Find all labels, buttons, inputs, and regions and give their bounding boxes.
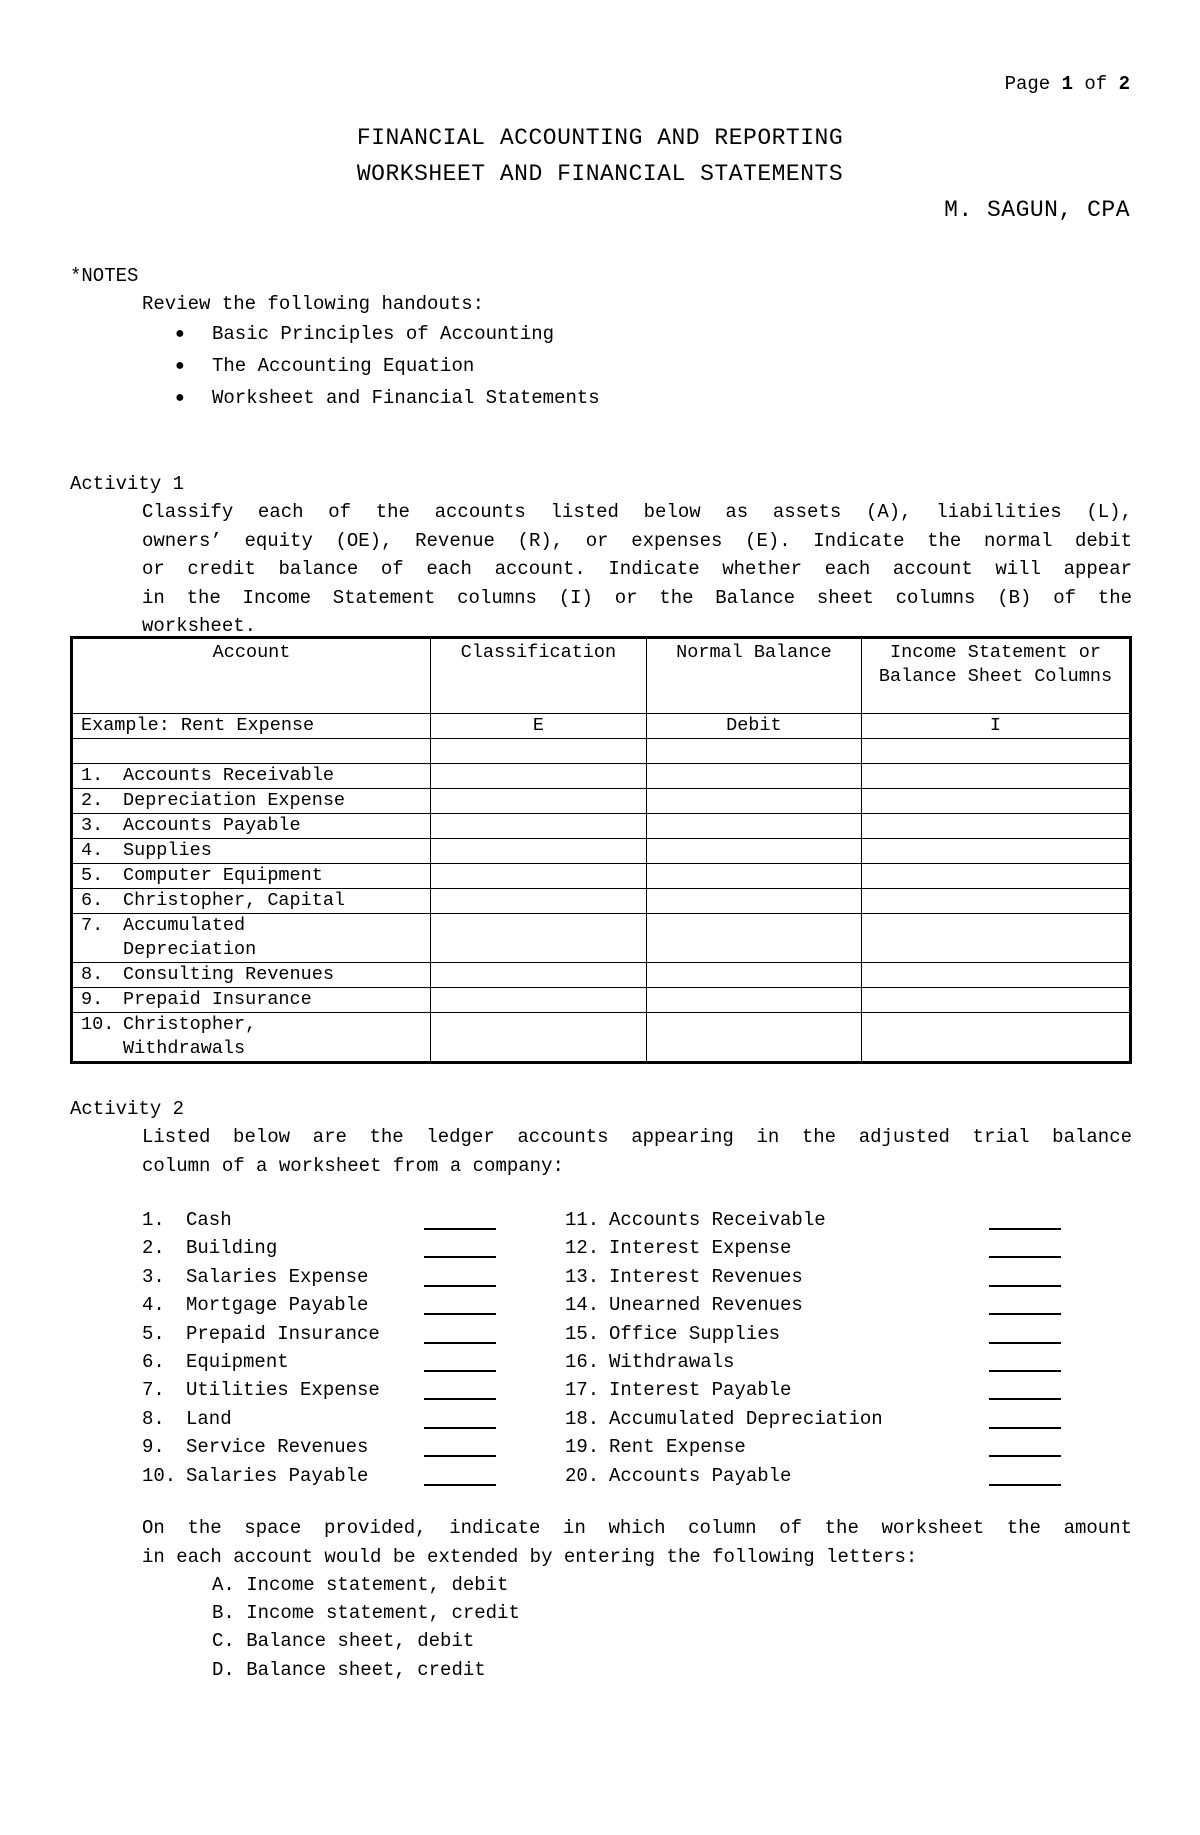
- activity2-instructions: [142, 1123, 1132, 1180]
- account-name: Interest Revenues: [609, 1265, 803, 1288]
- answer-blank[interactable]: [989, 1228, 1061, 1230]
- answer-blank[interactable]: [424, 1427, 496, 1429]
- spacer-row: [72, 739, 1131, 764]
- account-name: Prepaid Insurance: [186, 1322, 380, 1345]
- row-number: 8.: [81, 964, 104, 985]
- letter-options: [212, 1571, 520, 1684]
- row-number: 7.: [81, 915, 104, 936]
- handout-item: [142, 318, 600, 350]
- list-item: [565, 1376, 883, 1404]
- list-item: [565, 1348, 883, 1376]
- answer-blank[interactable]: [424, 1313, 496, 1315]
- list-item: [142, 1348, 380, 1376]
- document-title-line1: FINANCIAL ACCOUNTING AND REPORTING: [356, 125, 844, 151]
- item-number: 9.: [142, 1436, 165, 1459]
- normal-balance-input[interactable]: [646, 789, 861, 814]
- answer-blank[interactable]: [989, 1398, 1061, 1400]
- answer-blank[interactable]: [989, 1256, 1061, 1258]
- classification-table: [70, 636, 1132, 1064]
- normal-balance-input[interactable]: [646, 988, 861, 1013]
- table-row: [72, 889, 1131, 914]
- list-item: [142, 1206, 380, 1234]
- instruction-line: Listed below are the ledger accounts appearing in the adjusted trial balance: [142, 1126, 1132, 1148]
- columns-input[interactable]: [861, 1013, 1130, 1063]
- example-classification: E: [431, 714, 647, 739]
- answer-blank[interactable]: [424, 1370, 496, 1372]
- header-account: Account: [72, 638, 431, 714]
- table-row: [72, 789, 1131, 814]
- list-item: [565, 1462, 883, 1490]
- answer-blank[interactable]: [989, 1427, 1061, 1429]
- table-header-row: [72, 638, 1131, 714]
- account-name: Cash: [186, 1209, 232, 1231]
- columns-input[interactable]: [861, 864, 1130, 889]
- instruction-line: Classify each of the accounts listed below as assets (A), liabilities (L),: [142, 501, 1132, 523]
- bullet-icon: ●: [175, 389, 185, 407]
- page-number-total: 2: [1118, 73, 1130, 95]
- answer-blank[interactable]: [424, 1455, 496, 1457]
- list-item: [142, 1263, 380, 1291]
- answer-blank[interactable]: [989, 1313, 1061, 1315]
- classification-input[interactable]: [431, 889, 647, 914]
- example-row: [72, 714, 1131, 739]
- table-row: [72, 764, 1131, 789]
- account-name: Supplies: [123, 840, 212, 861]
- account-cell: [72, 764, 431, 789]
- row-number: 5.: [81, 865, 104, 886]
- table-row: [72, 988, 1131, 1013]
- account-name: Withdrawals: [609, 1350, 735, 1373]
- answer-blank[interactable]: [424, 1285, 496, 1287]
- item-number: 5.: [142, 1322, 165, 1345]
- answer-blank[interactable]: [989, 1484, 1061, 1486]
- account-cell: [72, 1013, 431, 1063]
- page-number-prefix: Page: [1004, 73, 1062, 95]
- header-normal-balance: Normal Balance: [646, 638, 861, 714]
- list-item: [142, 1433, 380, 1461]
- item-number: 12.: [565, 1237, 600, 1260]
- account-name: Accounts Payable: [609, 1464, 792, 1487]
- columns-input[interactable]: [861, 789, 1130, 814]
- list-item: [142, 1462, 380, 1490]
- classification-input[interactable]: [431, 914, 647, 963]
- account-name: Equipment: [186, 1350, 289, 1373]
- item-number: 16.: [565, 1350, 600, 1373]
- handouts-list: [142, 318, 600, 414]
- example-normal-balance: Debit: [646, 714, 861, 739]
- instruction-line: owners’ equity (OE), Revenue (R), or expenses (E). Indicate the normal debit: [142, 529, 1132, 552]
- activity1-heading: Activity 1: [70, 473, 185, 495]
- columns-input[interactable]: [861, 814, 1130, 839]
- handout-item: [142, 350, 600, 382]
- account-cell: [72, 914, 431, 963]
- list-item: [565, 1206, 883, 1234]
- account-name: Prepaid Insurance: [123, 989, 312, 1010]
- author-name: M. SAGUN, CPA: [944, 197, 1130, 223]
- direction-line: On the space provided, indicate in which column of the worksheet the amount: [142, 1517, 1132, 1539]
- account-name: Utilities Expense: [186, 1379, 380, 1402]
- item-number: 1.: [142, 1209, 165, 1231]
- answer-blank[interactable]: [424, 1398, 496, 1400]
- account-cell: [72, 889, 431, 914]
- account-name: Computer Equipment: [123, 865, 323, 886]
- list-item: [565, 1234, 883, 1262]
- account-name: Consulting Revenues: [123, 964, 334, 985]
- columns-input[interactable]: [861, 889, 1130, 914]
- account-name: Depreciation Expense: [123, 790, 346, 811]
- normal-balance-input[interactable]: [646, 864, 861, 889]
- answer-blank[interactable]: [989, 1342, 1061, 1344]
- classification-input[interactable]: [431, 764, 647, 789]
- list-item: [565, 1320, 883, 1348]
- activity2-direction: [142, 1514, 1132, 1571]
- item-number: 8.: [142, 1407, 165, 1430]
- account-name: Accounts Receivable: [609, 1209, 826, 1231]
- normal-balance-input[interactable]: [646, 764, 861, 789]
- account-name: Rent Expense: [609, 1436, 746, 1459]
- list-item: [565, 1433, 883, 1461]
- account-cell: [72, 864, 431, 889]
- classification-input[interactable]: [431, 963, 647, 988]
- account-name: Mortgage Payable: [186, 1294, 369, 1317]
- account-cell: [72, 988, 431, 1013]
- item-number: 4.: [142, 1294, 165, 1317]
- classification-input[interactable]: [431, 864, 647, 889]
- row-number: 3.: [81, 815, 104, 836]
- list-item: [565, 1405, 883, 1433]
- handout-label: Basic Principles of Accounting: [212, 323, 555, 345]
- header-columns: Income Statement or Balance Sheet Columns: [861, 638, 1130, 714]
- item-number: 3.: [142, 1265, 165, 1288]
- empty-cell: [431, 739, 647, 764]
- letter-option: D. Balance sheet, credit: [212, 1658, 486, 1681]
- notes-intro: Review the following handouts:: [142, 293, 485, 315]
- page-number-of: of: [1072, 73, 1119, 95]
- example-account: Example: Rent Expense: [72, 714, 431, 739]
- bullet-icon: ●: [175, 357, 185, 375]
- account-cell: [72, 814, 431, 839]
- activity2-heading: Activity 2: [70, 1098, 185, 1120]
- columns-input[interactable]: [861, 839, 1130, 864]
- account-name: Office Supplies: [609, 1322, 781, 1345]
- letter-option: B. Income statement, credit: [212, 1602, 520, 1625]
- row-number: 4.: [81, 840, 104, 861]
- item-number: 13.: [565, 1265, 600, 1288]
- page-number-current: 1: [1061, 73, 1073, 95]
- empty-cell: [72, 739, 431, 764]
- normal-balance-input[interactable]: [646, 814, 861, 839]
- columns-input[interactable]: [861, 988, 1130, 1013]
- answer-blank[interactable]: [424, 1228, 496, 1230]
- item-number: 2.: [142, 1237, 165, 1260]
- table-row: [72, 914, 1131, 963]
- answer-blank[interactable]: [989, 1370, 1061, 1372]
- item-number: 10.: [142, 1464, 177, 1487]
- item-number: 17.: [565, 1379, 600, 1402]
- empty-cell: [861, 739, 1130, 764]
- account-name: Christopher, Withdrawals: [123, 1014, 257, 1059]
- answer-blank[interactable]: [424, 1342, 496, 1344]
- table-row: [72, 814, 1131, 839]
- document-title-line2: WORKSHEET AND FINANCIAL STATEMENTS: [356, 161, 844, 187]
- table-row: [72, 1013, 1131, 1063]
- account-name: Salaries Payable: [186, 1464, 369, 1487]
- list-item: [142, 1376, 380, 1404]
- normal-balance-input[interactable]: [646, 839, 861, 864]
- accounts-list-left: [142, 1206, 380, 1490]
- list-item: [142, 1234, 380, 1262]
- item-number: 15.: [565, 1322, 600, 1345]
- instruction-line: column of a worksheet from a company:: [142, 1154, 564, 1177]
- classification-input[interactable]: [431, 1013, 647, 1063]
- table-row: [72, 963, 1131, 988]
- account-name: Unearned Revenues: [609, 1294, 803, 1317]
- instruction-line: or credit balance of each account. Indicate whether each account will appear: [142, 558, 1132, 580]
- account-name: Accounts Payable: [123, 815, 301, 836]
- row-number: 1.: [81, 765, 104, 786]
- account-name: Accounts Receivable: [123, 765, 334, 786]
- account-name: Accumulated Depreciation: [123, 915, 257, 960]
- answer-blank[interactable]: [424, 1256, 496, 1258]
- account-name: Service Revenues: [186, 1436, 369, 1459]
- handout-item: [142, 382, 600, 414]
- activity1-instructions: [142, 498, 1132, 641]
- notes-heading: *NOTES: [70, 265, 139, 287]
- row-number: 9.: [81, 989, 104, 1010]
- classification-input[interactable]: [431, 814, 647, 839]
- account-name: Christopher, Capital: [123, 890, 346, 911]
- columns-input[interactable]: [861, 914, 1130, 963]
- list-item: [565, 1263, 883, 1291]
- item-number: 14.: [565, 1294, 600, 1317]
- account-name: Interest Payable: [609, 1379, 792, 1402]
- empty-cell: [646, 739, 861, 764]
- normal-balance-input[interactable]: [646, 1013, 861, 1063]
- letter-option: A. Income statement, debit: [212, 1574, 509, 1596]
- item-number: 19.: [565, 1436, 600, 1459]
- list-item: [142, 1405, 380, 1433]
- normal-balance-input[interactable]: [646, 889, 861, 914]
- answer-blank[interactable]: [989, 1455, 1061, 1457]
- list-item: [565, 1291, 883, 1319]
- header-classification: Classification: [431, 638, 647, 714]
- account-name: Salaries Expense: [186, 1265, 369, 1288]
- bullet-icon: ●: [175, 325, 185, 343]
- row-number: 6.: [81, 890, 104, 911]
- account-name: Accumulated Depreciation: [609, 1407, 883, 1430]
- columns-input[interactable]: [861, 764, 1130, 789]
- answer-blank[interactable]: [989, 1285, 1061, 1287]
- account-cell: [72, 789, 431, 814]
- list-item: [142, 1320, 380, 1348]
- letter-option: C. Balance sheet, debit: [212, 1630, 475, 1653]
- account-name: Interest Expense: [609, 1237, 792, 1260]
- table-row: [72, 864, 1131, 889]
- normal-balance-input[interactable]: [646, 963, 861, 988]
- instruction-line: worksheet.: [142, 615, 257, 637]
- handout-label: Worksheet and Financial Statements: [212, 387, 600, 409]
- item-number: 7.: [142, 1379, 165, 1402]
- columns-input[interactable]: [861, 963, 1130, 988]
- table-row: [72, 839, 1131, 864]
- example-columns: I: [861, 714, 1130, 739]
- classification-input[interactable]: [431, 839, 647, 864]
- answer-blank[interactable]: [424, 1484, 496, 1486]
- classification-input[interactable]: [431, 789, 647, 814]
- normal-balance-input[interactable]: [646, 914, 861, 963]
- item-number: 18.: [565, 1407, 600, 1430]
- account-cell: [72, 963, 431, 988]
- row-number: 10.: [81, 1014, 115, 1035]
- direction-line: in each account would be extended by entering the following letters:: [142, 1545, 918, 1568]
- account-cell: [72, 839, 431, 864]
- handout-label: The Accounting Equation: [212, 355, 475, 377]
- account-name: Land: [186, 1407, 232, 1430]
- item-number: 11.: [565, 1209, 600, 1231]
- instruction-line: in the Income Statement columns (I) or the Balance sheet columns (B) of the: [142, 586, 1132, 609]
- classification-input[interactable]: [431, 988, 647, 1013]
- item-number: 20.: [565, 1464, 600, 1487]
- page-number: [1005, 70, 1130, 98]
- account-name: Building: [186, 1237, 278, 1260]
- list-item: [142, 1291, 380, 1319]
- row-number: 2.: [81, 790, 104, 811]
- accounts-list-right: [565, 1206, 883, 1490]
- item-number: 6.: [142, 1350, 165, 1373]
